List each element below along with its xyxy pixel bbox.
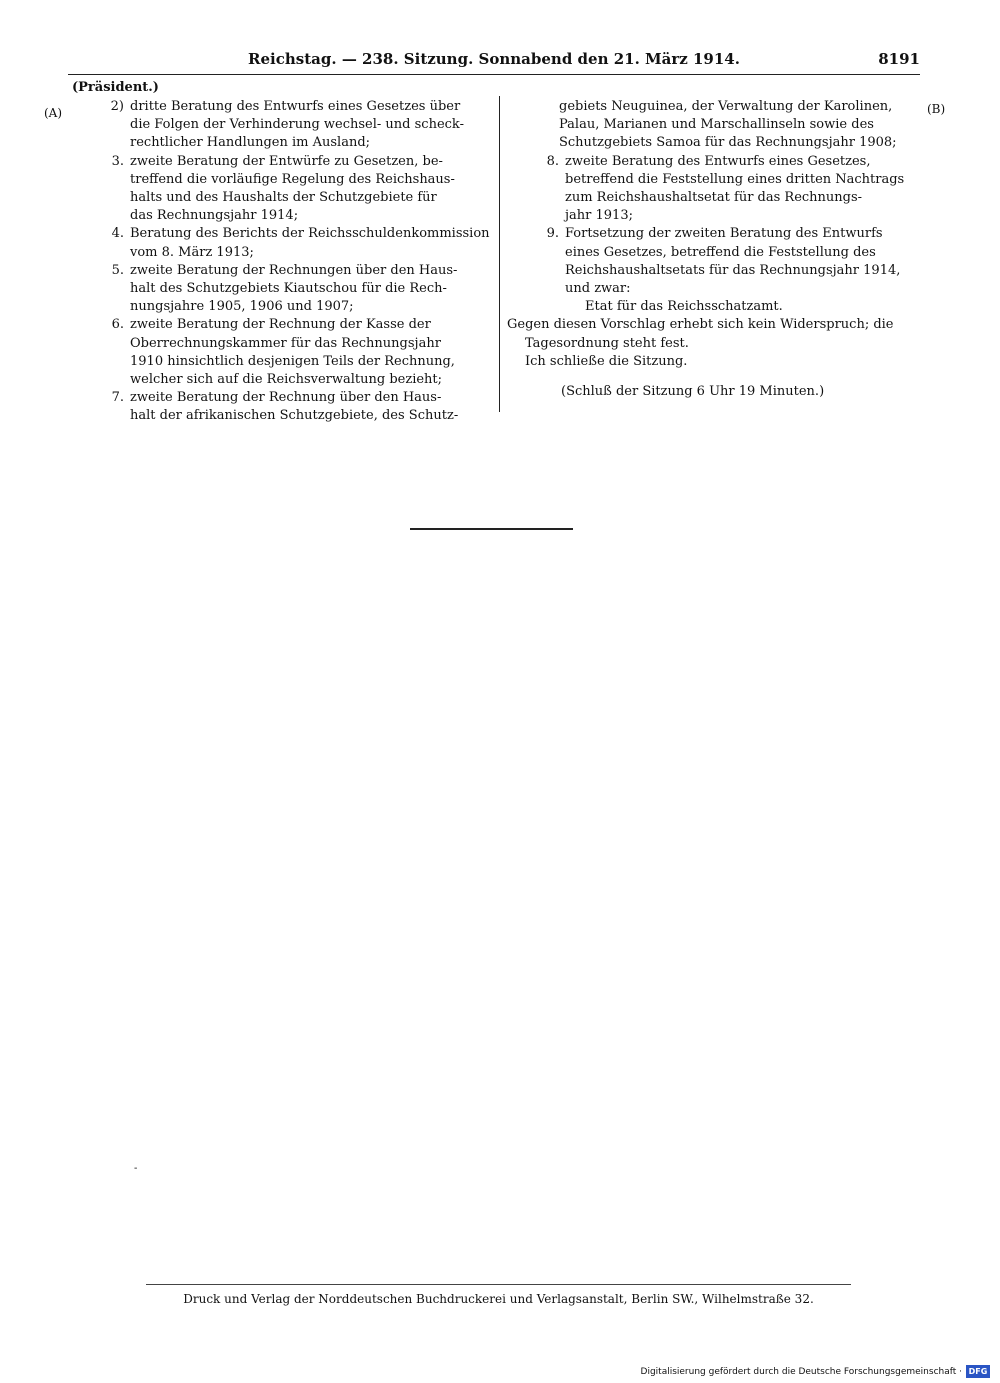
margin-marker-a: (A) bbox=[44, 106, 63, 120]
text-line: Tagesordnung steht fest. bbox=[525, 335, 689, 351]
agenda-item bbox=[507, 225, 919, 298]
item-number: 4. bbox=[111, 226, 124, 242]
text-line: und zwar: bbox=[565, 281, 631, 297]
item-number: 8. bbox=[546, 153, 559, 169]
agenda-sub-item: Etat für das Reichsschatzamt. bbox=[585, 299, 783, 315]
agenda-item bbox=[72, 153, 492, 226]
agenda-item bbox=[72, 389, 492, 425]
item-text bbox=[130, 389, 492, 425]
text-line: halts und des Haushalts der Schutzgebiete für bbox=[130, 190, 437, 206]
text-line: nungsjahre 1905, 1906 und 1907; bbox=[130, 299, 354, 315]
text-line: Oberrechnungskammer für das Rechnungsjahr bbox=[130, 335, 441, 351]
text-line: zweite Beratung der Rechnung über den Haus- bbox=[130, 390, 442, 406]
item-number: 6. bbox=[111, 317, 124, 333]
page-number: 8191 bbox=[878, 50, 920, 68]
dfg-logo: DFG bbox=[966, 1365, 990, 1378]
text-line: Gegen diesen Vorschlag erhebt sich kein Widerspruch; die bbox=[507, 317, 894, 333]
text-line: zweite Beratung der Rechnung der Kasse der bbox=[130, 317, 431, 333]
item-continuation bbox=[507, 98, 919, 153]
stray-mark: - bbox=[134, 1163, 138, 1174]
item-number: 9. bbox=[546, 226, 559, 242]
item-number: 5. bbox=[111, 262, 124, 278]
printer-imprint: Druck und Verlag der Norddeutschen Buchdruckerei und Verlagsanstalt, Berlin SW., Wilhelmstraße 32. bbox=[183, 1292, 814, 1306]
text-line: 1910 hinsichtlich desjenigen Teils der Rechnung, bbox=[130, 353, 455, 369]
right-column bbox=[507, 98, 919, 401]
section-end-rule bbox=[410, 528, 573, 530]
text-line: Reichshaushaltsetats für das Rechnungsjahr 1914, bbox=[565, 262, 901, 278]
item-number: 2) bbox=[110, 99, 124, 114]
header-title: Reichstag. — 238. Sitzung. Sonnabend den 21. März 1914. bbox=[248, 50, 740, 68]
footer-rule bbox=[146, 1284, 851, 1285]
running-header bbox=[68, 50, 920, 72]
agenda-item bbox=[72, 225, 492, 261]
text-line: jahr 1913; bbox=[565, 208, 633, 224]
text-line: treffend die vorläufige Regelung des Reichshaus- bbox=[130, 171, 455, 187]
header-rule bbox=[68, 74, 920, 75]
text-line: zweite Beratung der Entwürfe zu Gesetzen, be- bbox=[130, 153, 443, 169]
text-line: welcher sich auf die Reichsverwaltung bezieht; bbox=[130, 372, 443, 388]
text-line: halt der afrikanischen Schutzgebiete, des Schutz- bbox=[130, 408, 459, 424]
agenda-item bbox=[72, 98, 492, 153]
text-line: betreffend die Feststellung eines dritten Nachtrags bbox=[565, 171, 905, 187]
agenda-item bbox=[72, 316, 492, 389]
closing-sentence: Ich schließe die Sitzung. bbox=[525, 353, 688, 369]
session-end-note: (Schluß der Sitzung 6 Uhr 19 Minuten.) bbox=[561, 384, 825, 400]
text-line: dritte Beratung des Entwurfs eines Gesetzes über bbox=[130, 99, 461, 114]
text-line: gebiets Neuguinea, der Verwaltung der Karolinen, bbox=[559, 99, 893, 114]
digitization-credit: Digitalisierung gefördert durch die Deutsche Forschungsgemeinschaft · bbox=[640, 1367, 962, 1377]
item-text bbox=[565, 153, 919, 226]
agenda-item bbox=[507, 153, 919, 226]
text-line: zweite Beratung der Rechnungen über den Haus- bbox=[130, 262, 458, 278]
text-line: halt des Schutzgebiets Kiautschou für die Rech- bbox=[130, 281, 447, 297]
item-text bbox=[130, 98, 492, 153]
item-number: 7. bbox=[111, 390, 124, 406]
column-divider bbox=[499, 96, 500, 412]
text-line: zum Reichshaushaltsetat für das Rechnungs- bbox=[565, 190, 863, 206]
text-line: zweite Beratung des Entwurfs eines Gesetzes, bbox=[565, 153, 871, 169]
margin-marker-b: (B) bbox=[927, 102, 946, 116]
text-line: Fortsetzung der zweiten Beratung des Entwurfs bbox=[565, 226, 883, 242]
agenda-paragraph bbox=[507, 316, 919, 352]
item-text bbox=[130, 225, 492, 261]
text-line: Beratung des Berichts der Reichsschuldenkommission bbox=[130, 226, 490, 242]
text-line: vom 8. März 1913; bbox=[130, 244, 254, 260]
text-line: die Folgen der Verhinderung wechsel- und scheck- bbox=[130, 117, 464, 133]
left-column bbox=[72, 98, 492, 426]
speaker-label: (Präsident.) bbox=[72, 80, 159, 95]
item-text bbox=[565, 225, 919, 298]
agenda-item bbox=[72, 262, 492, 317]
text-line: rechtlicher Handlungen im Ausland; bbox=[130, 135, 371, 151]
text-line: das Rechnungsjahr 1914; bbox=[130, 208, 299, 224]
item-text bbox=[130, 262, 492, 317]
item-number: 3. bbox=[111, 153, 124, 169]
item-text bbox=[130, 153, 492, 226]
text-line: Palau, Marianen und Marschallinseln sowie des bbox=[559, 117, 874, 133]
item-text bbox=[130, 316, 492, 389]
text-line: Schutzgebiets Samoa für das Rechnungsjahr 1908; bbox=[559, 135, 897, 151]
text-line: eines Gesetzes, betreffend die Feststellung des bbox=[565, 244, 876, 260]
